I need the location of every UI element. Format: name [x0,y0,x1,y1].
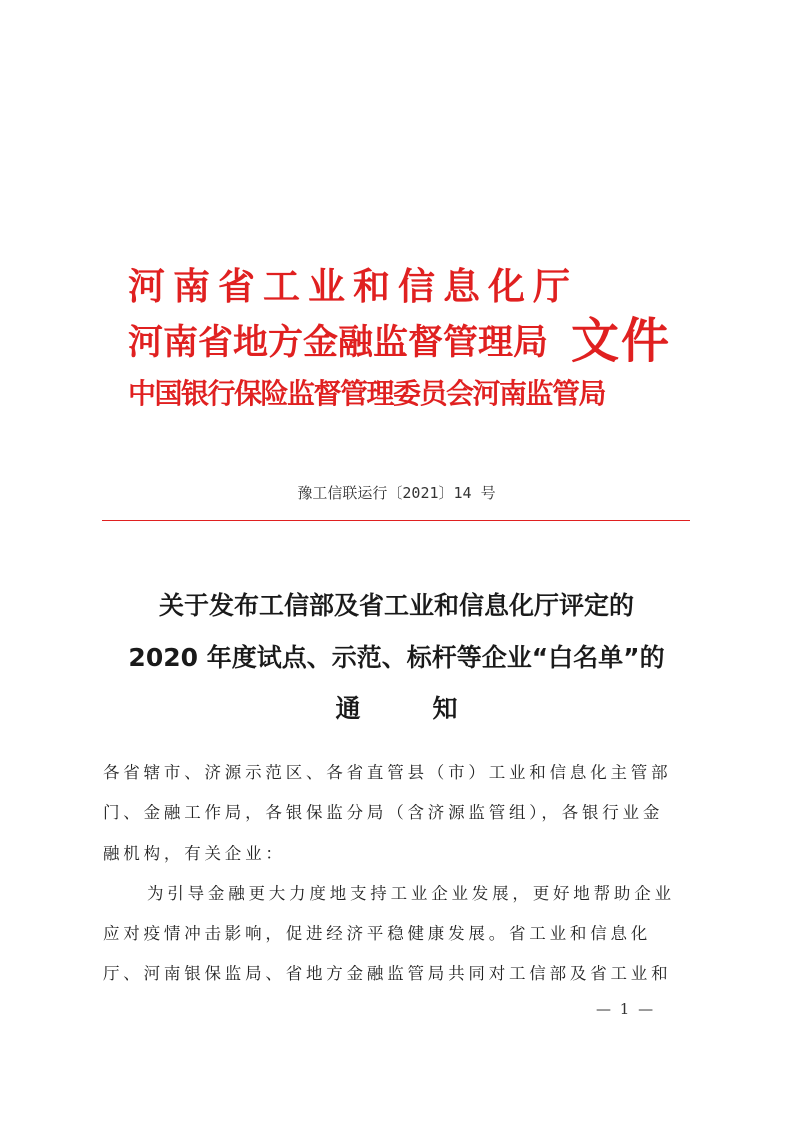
header-divider [102,520,690,521]
title-line-2: 2020 年度试点、示范、标杆等企业“白名单”的 [128,643,665,672]
body-line-2: 应对疫情冲击影响，促进经济平稳健康发展。省工业和信息化 [103,924,652,943]
document-suffix: 文件 [571,313,672,369]
body-line-3: 厅、河南银保监局、省地方金融监管局共同对工信部及省工业和 [103,964,672,983]
page-number: — 1 — [596,1000,656,1018]
addressee-line-1: 各省辖市、济源示范区、各省直管县（市）工业和信息化主管部 [103,763,672,782]
addressee-line-2: 门、金融工作局，各银保监分局（含济源监管组），各银行业金 [103,803,664,822]
issuer-finance-bureau: 河南省地方金融监督管理局 [128,323,549,363]
body-line-1: 为引导金融更大力度地支持工业企业发展，更好地帮助企业 [147,884,675,903]
issuer-industry-department: 河南省工业和信息化厅 [128,265,578,308]
document-number: 豫工信联运行〔2021〕14 号 [297,484,496,502]
title-line-3: 通知 [335,694,530,723]
addressee-line-3: 融机构，有关企业： [103,844,286,863]
title-line-1: 关于发布工信部及省工业和信息化厅评定的 [158,591,634,620]
issuer-banking-regulator: 中国银行保险监督管理委员会河南监管局 [128,377,606,410]
